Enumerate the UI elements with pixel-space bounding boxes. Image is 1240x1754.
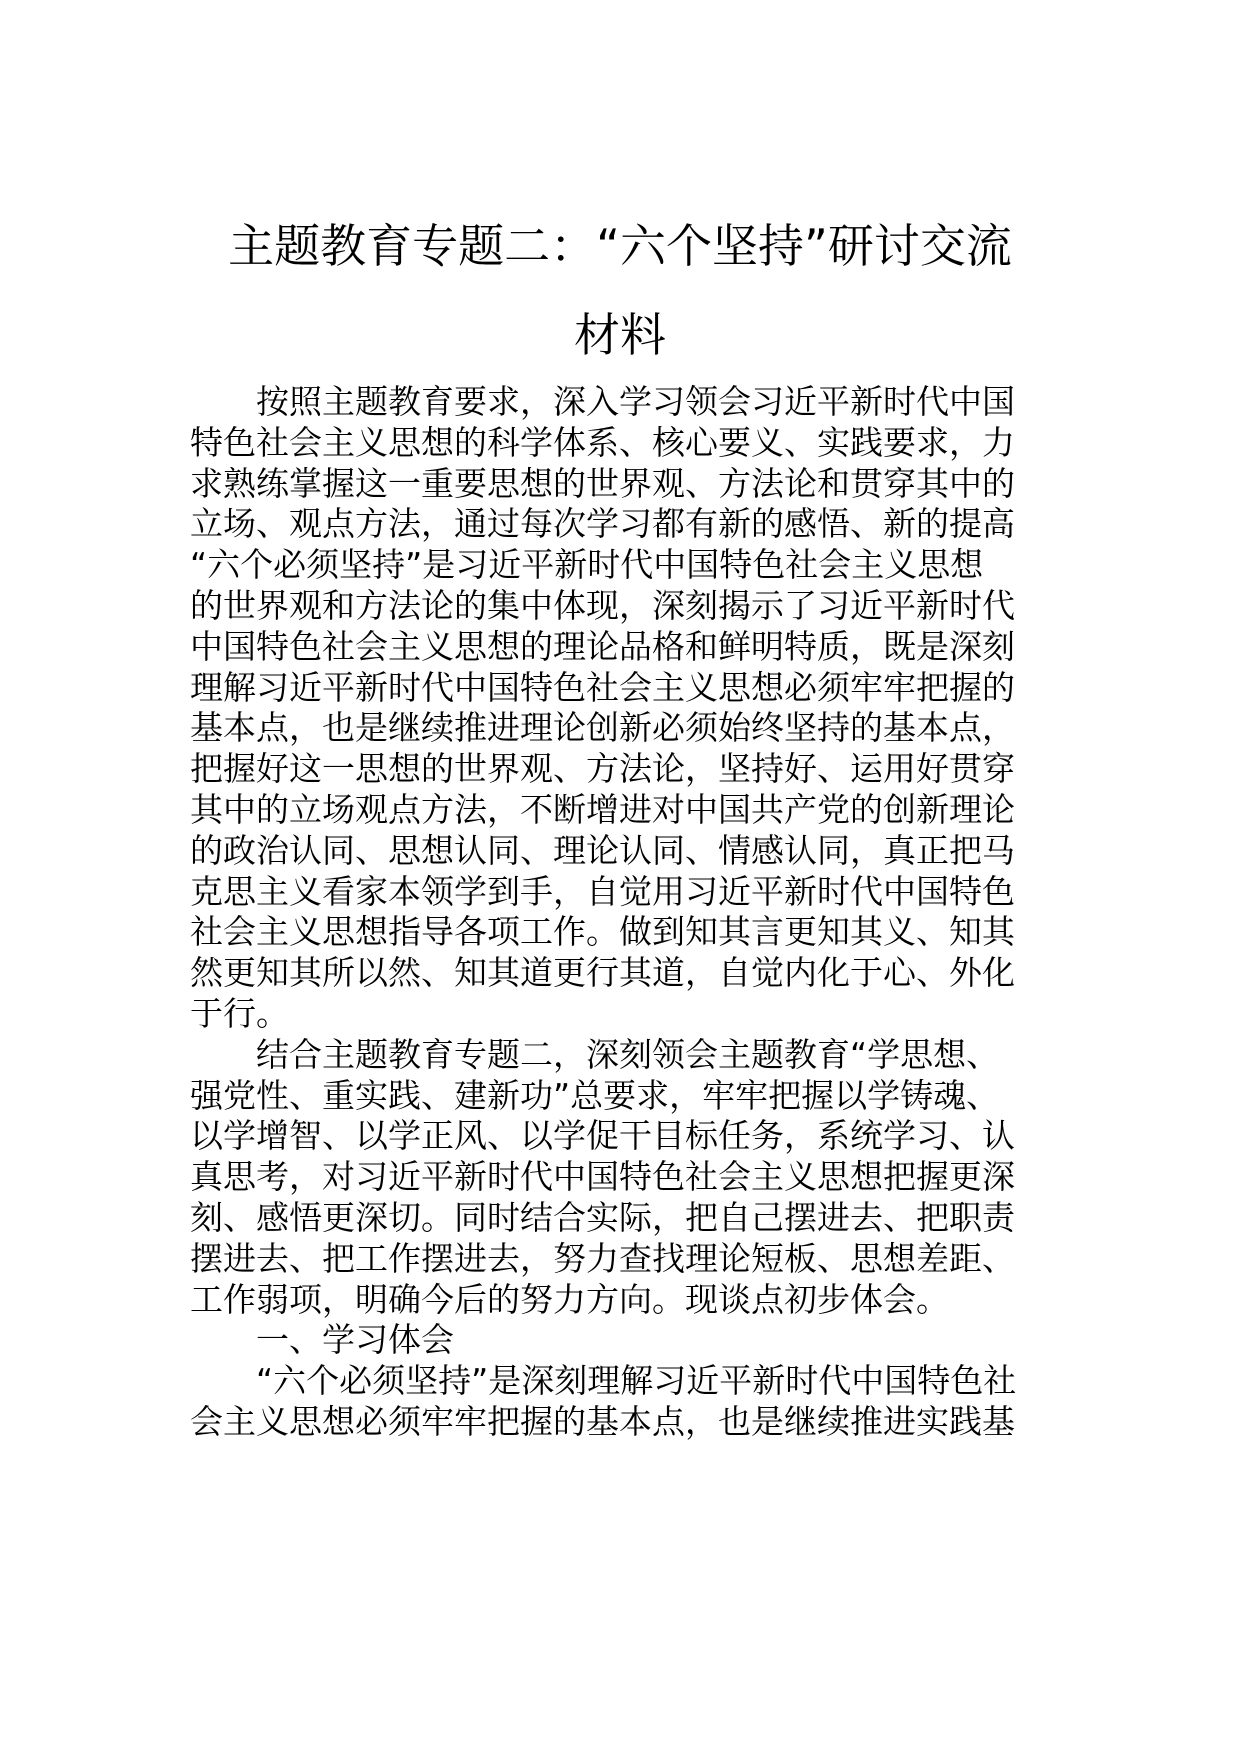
body-text-line: 刻、感悟更深切。同时结合实际，把自己摆进去、把职责 [190, 1198, 1015, 1237]
body-text-line: 其中的立场观点方法，不断增进对中国共产党的创新理论 [190, 790, 1015, 829]
body-text-line: 工作弱项，明确今后的努力方向。现谈点初步体会。 [190, 1279, 949, 1319]
body-text-line: 中国特色社会主义思想的理论品格和鲜明特质，既是深刻 [190, 626, 1015, 666]
body-text-line: 的世界观和方法论的集中体现，深刻揭示了习近平新时代 [190, 586, 1015, 625]
document-title-line-1: 主题教育专题二：“六个坚持”研讨交流 [228, 219, 1012, 273]
body-text-line: 以学增智、以学正风、以学促干目标任务，系统学习、认 [190, 1116, 1015, 1156]
body-text-line: 立场、观点方法，通过每次学习都有新的感悟、新的提高 [190, 504, 1015, 544]
body-text-line: 一、学习体会 [256, 1320, 454, 1360]
body-text-line: 然更知其所以然、知其道更行其道，自觉内化于心、外化 [190, 953, 1015, 993]
body-text-line: 社会主义思想指导各项工作。做到知其言更知其义、知其 [190, 912, 1015, 952]
body-text-line: 于行。 [190, 994, 289, 1033]
body-text-line: 特色社会主义思想的科学体系、核心要义、实践要求，力 [190, 422, 1015, 462]
body-text-line: 的政治认同、思想认同、理论认同、情感认同，真正把马 [190, 830, 1015, 870]
body-text-line: 基本点，也是继续推进理论创新必须始终坚持的基本点， [190, 708, 1015, 748]
body-text-line: “六个必须坚持”是深刻理解习近平新时代中国特色社 [256, 1361, 1017, 1401]
body-text-line: 按照主题教育要求，深入学习领会习近平新时代中国 [256, 382, 1015, 421]
body-text-line: 真思考，对习近平新时代中国特色社会主义思想把握更深 [190, 1157, 1015, 1197]
body-text-line: 摆进去、把工作摆进去，努力查找理论短板、思想差距、 [190, 1238, 1015, 1278]
document-title-line-2: 材料 [574, 308, 666, 362]
body-text-line: 理解习近平新时代中国特色社会主义思想必须牢牢把握的 [190, 667, 1015, 707]
body-text-line: 求熟练掌握这一重要思想的世界观、方法论和贯穿其中的 [190, 463, 1015, 503]
body-text-line: 强党性、重实践、建新功”总要求，牢牢把握以学铸魂、 [190, 1075, 1000, 1115]
body-text-line: 结合主题教育专题二，深刻领会主题教育“学思想、 [256, 1034, 1000, 1074]
body-text-line: 克思主义看家本领学到手，自觉用习近平新时代中国特色 [190, 871, 1015, 911]
body-text-line: 会主义思想必须牢牢把握的基本点，也是继续推进实践基 [190, 1402, 1015, 1441]
body-text-line: 把握好这一思想的世界观、方法论，坚持好、运用好贯穿 [190, 749, 1015, 789]
body-text-line: “六个必须坚持”是习近平新时代中国特色社会主义思想 [190, 545, 984, 585]
